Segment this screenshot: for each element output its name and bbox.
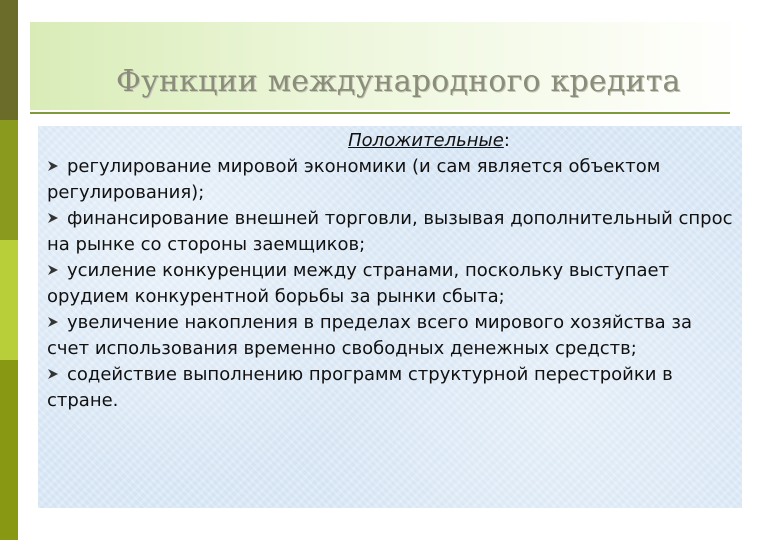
arrowhead-bullet-icon bbox=[47, 258, 67, 284]
arrowhead-bullet-icon bbox=[47, 154, 67, 180]
list-item-text: финансирование внешней торговли, вызывая дополнительный спрос на рынке со стороны заемщиков; bbox=[47, 208, 733, 255]
strip-block-4 bbox=[0, 360, 18, 540]
arrowhead-bullet-icon bbox=[47, 362, 67, 388]
subheading bbox=[47, 128, 737, 154]
list-item bbox=[47, 310, 737, 362]
arrowhead-bullet-icon bbox=[47, 310, 67, 336]
strip-block-3 bbox=[0, 240, 18, 360]
list-item bbox=[47, 154, 737, 206]
title-underline-rule bbox=[30, 112, 730, 114]
list-item-text: регулирование мировой экономики (и сам является объектом регулирования); bbox=[47, 156, 661, 203]
left-color-strip bbox=[0, 0, 18, 540]
slide-title: Функции международного кредита bbox=[116, 64, 681, 99]
list-item bbox=[47, 206, 737, 258]
list-item bbox=[47, 258, 737, 310]
subheading-colon: : bbox=[503, 130, 510, 151]
list-item-text: усиление конкуренции между странами, поскольку выступает орудием конкурентной борьбы за рынки сбыта; bbox=[47, 260, 670, 307]
strip-block-1 bbox=[0, 0, 18, 120]
subheading-label: Положительные bbox=[348, 130, 504, 151]
list-item-text: содействие выполнению программ структурной перестройки в стране. bbox=[47, 364, 673, 411]
strip-block-2 bbox=[0, 120, 18, 240]
arrowhead-bullet-icon bbox=[47, 206, 67, 232]
list-item bbox=[47, 362, 737, 414]
content-text bbox=[47, 128, 737, 414]
list-item-text: увеличение накопления в пределах всего мирового хозяйства за счет использования временно свободных денежных средств; bbox=[47, 312, 692, 359]
